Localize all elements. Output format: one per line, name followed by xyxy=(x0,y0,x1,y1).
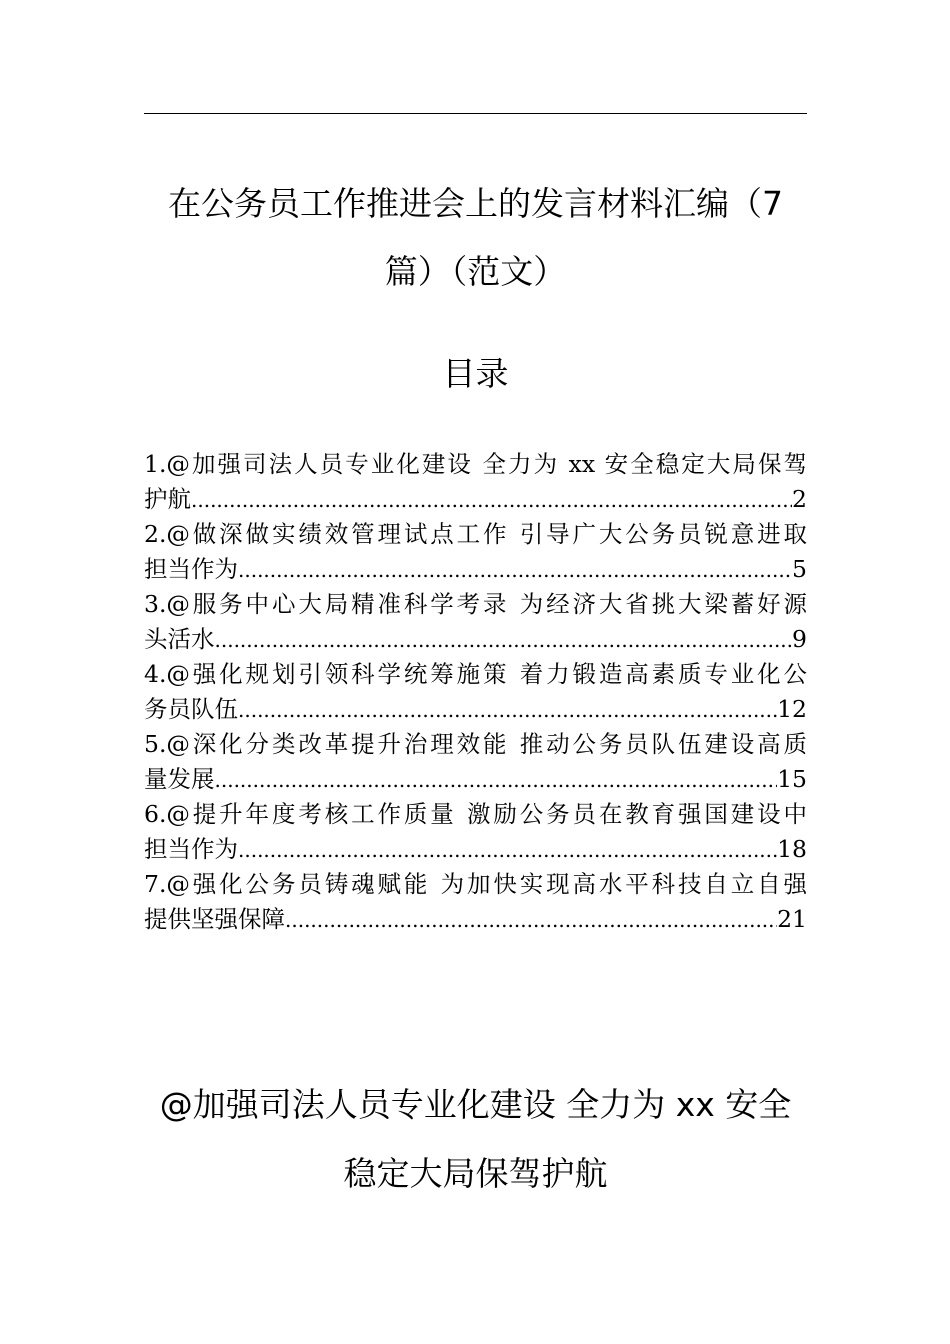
toc-entry-3[interactable] xyxy=(144,587,807,657)
toc-entry-title: 1.@加强司法人员专业化建设 全力为 xx 安全稳定大局保驾 xyxy=(144,450,807,478)
table-of-contents xyxy=(144,447,807,937)
toc-heading: 目录 xyxy=(442,354,509,393)
toc-entry-1[interactable] xyxy=(144,447,807,517)
toc-entry-title-rest: 担当作为 xyxy=(144,554,238,583)
toc-entry-2[interactable] xyxy=(144,517,807,587)
section-title-line2: 稳定大局保驾护航 xyxy=(343,1154,608,1193)
toc-entry-title-rest: 量发展 xyxy=(144,764,215,793)
toc-entry-7[interactable] xyxy=(144,867,807,937)
toc-entry-6[interactable] xyxy=(144,797,807,867)
toc-entry-title-rest: 头活水 xyxy=(144,624,215,653)
toc-page-number: 9 xyxy=(792,624,807,653)
section-title-line1: @加强司法人员专业化建设 全力为 xx 安全 xyxy=(159,1085,792,1124)
toc-dot-leader xyxy=(215,763,778,798)
toc-entry-title-rest: 务员队伍 xyxy=(144,694,238,723)
toc-entry-title: 3.@服务中心大局精准科学考录 为经济大省挑大梁蓄好源 xyxy=(144,590,807,618)
toc-entry-continuation xyxy=(144,692,807,728)
toc-entry-title: 6.@提升年度考核工作质量 激励公务员在教育强国建设中 xyxy=(144,800,807,828)
toc-page-number: 15 xyxy=(777,764,807,793)
document-title xyxy=(144,170,807,306)
toc-entry-title: 2.@做深做实绩效管理试点工作 引导广大公务员锐意进取 xyxy=(144,520,807,548)
toc-entry-title: 5.@深化分类改革提升治理效能 推动公务员队伍建设高质 xyxy=(144,730,807,758)
toc-entry-4[interactable] xyxy=(144,657,807,727)
toc-entry-title-rest: 担当作为 xyxy=(144,834,238,863)
toc-dot-leader xyxy=(238,553,792,588)
toc-entry-continuation xyxy=(144,622,807,658)
toc-page-number: 21 xyxy=(777,904,807,933)
toc-entry-5[interactable] xyxy=(144,727,807,797)
toc-entry-continuation xyxy=(144,482,807,518)
toc-dot-leader xyxy=(238,833,777,868)
document-title-line2: 篇）（范文） xyxy=(384,252,567,291)
toc-page-number: 5 xyxy=(792,554,807,583)
header-rule xyxy=(144,113,807,114)
section-title xyxy=(144,1070,807,1208)
toc-entry-title: 4.@强化规划引领科学统筹施策 着力锻造高素质专业化公 xyxy=(144,660,807,688)
toc-entry-continuation xyxy=(144,552,807,588)
toc-page-number: 12 xyxy=(777,694,807,723)
document-title-line1: 在公务员工作推进会上的发言材料汇编（7 xyxy=(168,184,783,223)
toc-entry-continuation xyxy=(144,902,807,938)
toc-dot-leader xyxy=(191,483,792,518)
toc-dot-leader xyxy=(238,693,777,728)
toc-entry-continuation xyxy=(144,832,807,868)
toc-page-number: 2 xyxy=(792,484,807,513)
toc-entry-title: 7.@强化公务员铸魂赋能 为加快实现高水平科技自立自强 xyxy=(144,870,807,898)
toc-entry-title-rest: 提供坚强保障 xyxy=(144,904,285,933)
toc-dot-leader xyxy=(215,623,793,658)
toc-page-number: 18 xyxy=(777,834,807,863)
toc-dot-leader xyxy=(285,903,777,938)
toc-entry-title-rest: 护航 xyxy=(144,484,191,513)
toc-entry-continuation xyxy=(144,762,807,798)
